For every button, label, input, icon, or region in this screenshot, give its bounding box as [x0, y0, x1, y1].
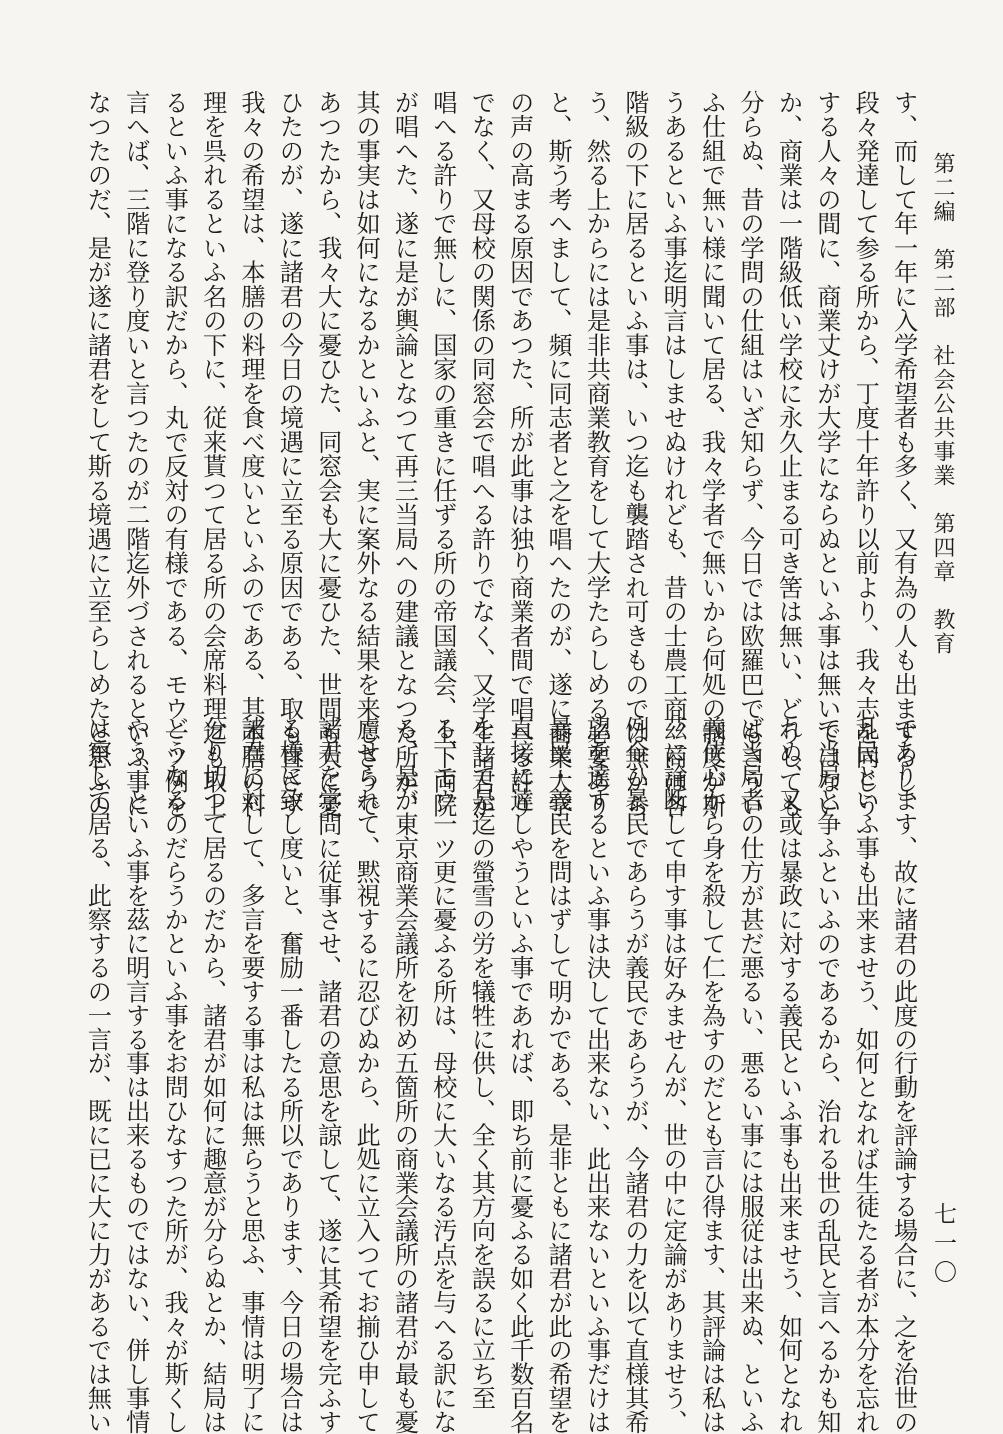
text-line: う、然る上からには是非共商業教育をして大学たらしめる必要あり — [582, 90, 611, 818]
text-line: 分らぬ、昔の学問の仕組はいざ知らず、今日では欧羅巴でもさうい — [736, 90, 765, 818]
text-line: ば当局者の仕方が甚だ悪るい、悪るい事には服従は出来ぬ、といふ — [736, 716, 765, 1434]
text-line: か、商業は一階級低い学校に永久止まる可き筈は無い、どうしても — [774, 90, 803, 818]
text-line: は察して居る、此察するの一言が、既に已に大に力があるでは無い — [83, 716, 112, 1434]
text-line: が唱へた、遂に是が輿論となつて再三当局への建議となつた所が、 — [390, 90, 419, 818]
text-line: うあるといふ事迄明言はしませぬけれども、昔の士農工商、商は各 — [659, 90, 688, 818]
page-number: 七一〇 — [930, 1202, 956, 1289]
text-line: ふ仕組で無い様に聞いて居る、我々学者で無いから何処の制度が斯 — [697, 90, 726, 818]
text-line: なつたのだ、是が遂に諸君をして斯る境遇に立至らしめたと思ふの — [83, 90, 112, 818]
text-line: であります、故に諸君の此度の行動を評論する場合に、之を治世の — [889, 716, 918, 1434]
text-line: 其の事実は如何になるかといふと、実に案外なる結果を来しさうで — [352, 90, 381, 818]
text-line: 望を達するといふ事は決して出来ない、此出来ないといふ事だけは — [582, 716, 611, 1434]
text-line: ひたのが、遂に諸君の今日の境遇に立至る原因である、取も直さず — [275, 90, 304, 818]
text-line: やう、といふ事を茲に明言する事は出来るものではない、併し事情 — [121, 716, 150, 1434]
text-line: 暴民・義民を問はずして明かである、是非ともに諸君が此の希望を — [544, 716, 573, 1434]
upper-text-block — [73, 90, 918, 818]
text-line: 分り切つて居るのだから、諸君が如何に趣意が分らぬとか、結局は — [198, 716, 227, 1434]
text-line: れぬ、又或は暴政に対する義民といふ事も出来ませう、如何となれ — [774, 716, 803, 1434]
lower-text-block — [73, 716, 918, 1434]
text-line: 茲に論断して申す事は好みませんが、世の中に定論がありませう、 — [659, 716, 688, 1434]
text-line: 段々発達して参る所から、丁度十年許り以前より、我々志を同じう — [851, 90, 880, 818]
text-line: と、斯う考へまして、頻に同志者と之を唱へたのが、遂に商業大学 — [544, 90, 573, 818]
text-line: る、モウ一ツ更に憂ふる所は、母校に大いなる汚点を与へる訳にな — [428, 716, 457, 1434]
text-line: でなく、又母校の関係の同窓会で唱へる許りでなく、又学生諸君が — [467, 90, 496, 818]
text-line: 慮せられて、黙視するに忍びぬから、此処に立入つてお揃ひ申して — [352, 716, 381, 1434]
text-line: をして是迄の螢雪の労を犠牲に供し、全く其方向を誤るに立ち至 — [467, 716, 496, 1410]
text-line: 例令ひ暴民であらうが義民であらうが、今諸君の力を以て直様其希 — [620, 716, 649, 1434]
text-line: 諸君を学問に従事させ、諸君の意思を諒して、遂に其希望を完ふす — [313, 716, 342, 1434]
text-line: 言へば、三階に登り度いと言つたのが二階迄外づされるといふ事に — [121, 90, 150, 818]
running-header: 第二編 第二部 社会公共事業 第四章 教育 — [930, 152, 955, 656]
text-line: 我々の希望は、本膳の料理を食べ度いといふのである、其本膳の料 — [236, 90, 265, 818]
text-line: する人々の間に、商業丈けが大学にならぬといふ事は無いではない — [812, 90, 841, 818]
text-line: 乱民といふ事も出来ませう、如何となれば生徒たる者が本分を忘れ — [851, 716, 880, 1434]
text-line: る様に致し度いと、奮励一番したる所以であります、今日の場合は — [275, 716, 304, 1434]
text-line: 理を呉れるといふ名の下に、従来貰つて居る所の会席料理迄も取上 — [198, 90, 227, 818]
text-line: あつたから、我々大に憂ひた、同窓会も大に憂ひた、世間も大に憂 — [313, 90, 342, 818]
text-line: る、是が東京商業会議所を初め五箇所の商業会議所の諸君が最も憂 — [390, 716, 419, 1434]
text-line: 義侠心から身を殺して仁を為すのだとも言ひ得ます、其評論は私は — [697, 716, 726, 1434]
text-line: 諸君に対して、多言を要する事は私は無らうと思ふ、事情は明了に — [236, 716, 265, 1434]
text-line: 階級の下に居るといふ事は、いつ迄も襲踏され可きものでは無から — [620, 90, 649, 818]
text-line: 唱へる許りで無しに、国家の重きに任ずる所の帝国議会、上下両院 — [428, 90, 457, 818]
text-line: す、而して年一年に入学希望者も多く、又有為の人も出まするし、 — [889, 90, 918, 818]
text-line: るといふ事になる訳だから、丸で反対の有様である、モウ一ツ例を — [160, 90, 189, 818]
text-line: の声の高まる原因であつた、所が此事は独り商業者間で唱へる許り — [505, 90, 534, 818]
text-line: 直接に達しやうといふ事であれば、即ち前に憂ふる如く此千数百名 — [505, 716, 534, 1434]
text-line: どうなるのだらうかといふ事をお問ひなすつた所が、我々が斯くし — [160, 716, 189, 1434]
text-line: て当局と争ふといふのであるから、治れる世の乱民と言へるかも知 — [812, 716, 841, 1434]
